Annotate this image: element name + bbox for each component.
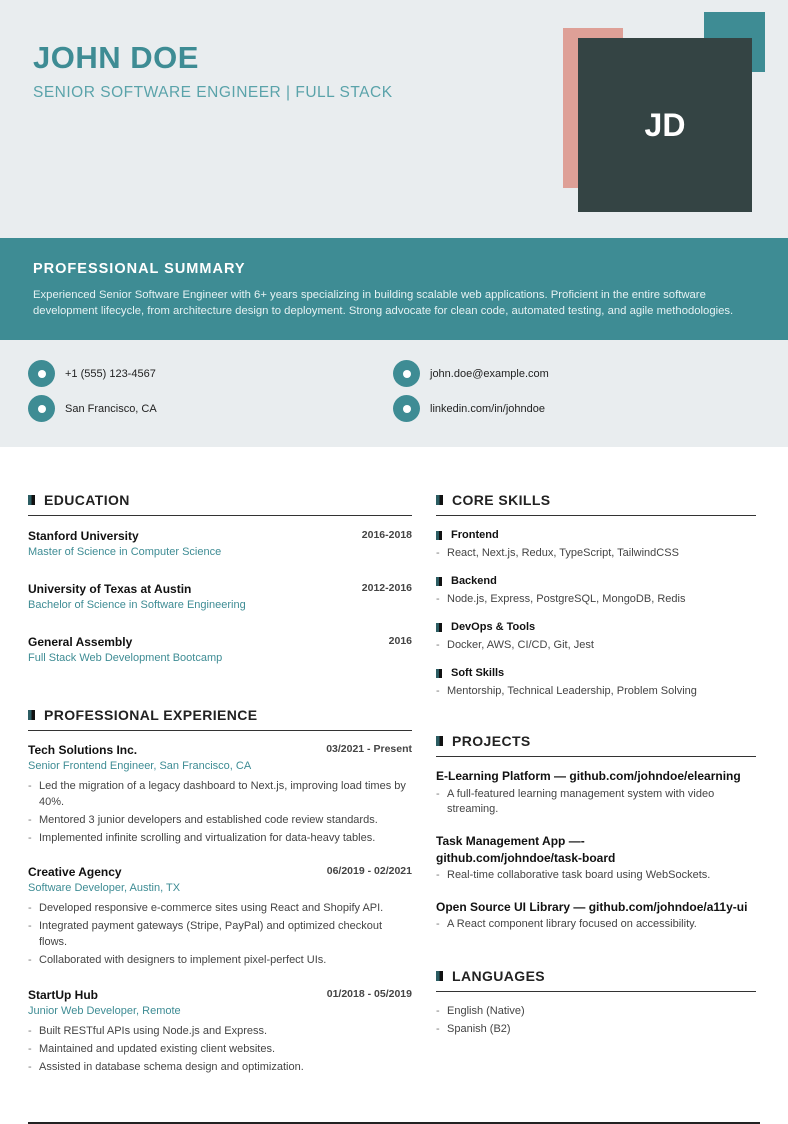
education-dates: 2016 bbox=[388, 635, 412, 647]
education-item bbox=[28, 635, 412, 664]
resume-header bbox=[0, 0, 788, 238]
project-item bbox=[436, 768, 756, 817]
experience-dates: 03/2021 - Present bbox=[326, 743, 412, 755]
linkedin-text[interactable]: linkedin.com/in/johndoe bbox=[430, 402, 545, 415]
company-name: Creative Agency bbox=[28, 865, 122, 879]
skill-category: Frontend bbox=[451, 529, 499, 541]
bullet: - Built RESTful APIs using Node.js and Express. bbox=[28, 1023, 412, 1039]
contact-phone bbox=[28, 360, 156, 387]
experience-bullets bbox=[28, 900, 412, 968]
bullet: - Led the migration of a legacy dashboard to Next.js, improving load times by 40%. bbox=[28, 778, 412, 810]
skill-marker-icon bbox=[436, 531, 442, 540]
degree: Full Stack Web Development Bootcamp bbox=[28, 652, 223, 664]
education-heading bbox=[28, 492, 412, 516]
bullet: - Collaborated with designers to implement pixel-perfect UIs. bbox=[28, 952, 412, 968]
project-item bbox=[436, 899, 756, 930]
skill-marker-icon bbox=[436, 577, 442, 586]
avatar-initials: JD bbox=[644, 106, 686, 143]
project-name: Task Management App bbox=[436, 834, 566, 848]
section-marker-icon bbox=[436, 971, 443, 981]
role: Software Developer, Austin, TX bbox=[28, 882, 181, 894]
school-name: General Assembly bbox=[28, 635, 133, 649]
experience-bullets bbox=[28, 1023, 412, 1075]
languages-title: LANGUAGES bbox=[452, 968, 546, 984]
project-name: Open Source UI Library bbox=[436, 900, 571, 914]
skill-group bbox=[436, 667, 756, 697]
section-marker-icon bbox=[28, 710, 35, 720]
contact-linkedin[interactable] bbox=[393, 395, 545, 422]
phone-text: +1 (555) 123-4567 bbox=[65, 367, 156, 380]
section-marker-icon bbox=[436, 495, 443, 505]
project-item bbox=[436, 833, 736, 881]
experience-title: PROFESSIONAL EXPERIENCE bbox=[44, 707, 258, 723]
language-item: - English (Native) bbox=[436, 1005, 756, 1017]
experience-heading bbox=[28, 707, 412, 731]
language-item: - Spanish (B2) bbox=[436, 1023, 756, 1035]
bullet: - Assisted in database schema design and optimization. bbox=[28, 1059, 412, 1075]
languages-heading bbox=[436, 968, 756, 992]
contact-location bbox=[28, 395, 157, 422]
candidate-name: JOHN DOE bbox=[33, 40, 199, 75]
project-link[interactable]: github.com/johndoe/elearning bbox=[569, 769, 741, 783]
bullet: - Developed responsive e-commerce sites using React and Shopify API. bbox=[28, 900, 412, 916]
location-text: San Francisco, CA bbox=[65, 402, 157, 415]
skill-values: - React, Next.js, Redux, TypeScript, TailwindCSS bbox=[436, 547, 756, 559]
location-icon bbox=[28, 395, 55, 422]
education-item bbox=[28, 529, 412, 558]
summary-section bbox=[0, 238, 788, 340]
projects-heading bbox=[436, 733, 756, 757]
email-text[interactable]: john.doe@example.com bbox=[430, 367, 549, 380]
experience-item bbox=[28, 865, 412, 970]
skill-values: - Node.js, Express, PostgreSQL, MongoDB, Redis bbox=[436, 593, 756, 605]
project-desc: - Real-time collaborative task board using WebSockets. bbox=[436, 869, 736, 881]
degree: Bachelor of Science in Software Engineering bbox=[28, 599, 246, 611]
section-marker-icon bbox=[28, 495, 35, 505]
bullet: - Implemented infinite scrolling and virtualization for data-heavy tables. bbox=[28, 830, 412, 846]
experience-item bbox=[28, 743, 412, 848]
bullet: - Maintained and updated existing client websites. bbox=[28, 1041, 412, 1057]
skill-group bbox=[436, 529, 756, 559]
email-icon bbox=[393, 360, 420, 387]
project-name: E-Learning Platform bbox=[436, 769, 551, 783]
summary-text: Experienced Senior Software Engineer with 6+ years specializing in building scalable web applications. Proficient in the entire software development lifecycle, from architecture design to deployment. Strong advocate for clean code, automated testing, and agile methodologies. bbox=[33, 289, 734, 317]
bullet: - Mentored 3 junior developers and established code review standards. bbox=[28, 812, 412, 828]
role: Junior Web Developer, Remote bbox=[28, 1005, 181, 1017]
skills-heading bbox=[436, 492, 756, 516]
school-name: Stanford University bbox=[28, 529, 139, 543]
company-name: Tech Solutions Inc. bbox=[28, 743, 138, 757]
skill-category: DevOps & Tools bbox=[451, 621, 536, 633]
skill-marker-icon bbox=[436, 623, 442, 632]
skill-group bbox=[436, 575, 756, 605]
bullet: - Integrated payment gateways (Stripe, PayPal) and optimized checkout flows. bbox=[28, 918, 412, 950]
company-name: StartUp Hub bbox=[28, 988, 98, 1002]
skill-category: Soft Skills bbox=[451, 667, 505, 679]
project-desc: - A React component library focused on accessibility. bbox=[436, 918, 756, 930]
education-title: EDUCATION bbox=[44, 492, 130, 508]
school-name: University of Texas at Austin bbox=[28, 582, 192, 596]
skills-title: CORE SKILLS bbox=[452, 492, 551, 508]
candidate-title: SENIOR SOFTWARE ENGINEER | FULL STACK bbox=[33, 84, 393, 101]
project-separator: — bbox=[570, 900, 589, 914]
experience-item bbox=[28, 988, 412, 1077]
project-separator: — bbox=[550, 769, 570, 783]
contact-email[interactable] bbox=[393, 360, 549, 387]
project-link[interactable]: github.com/johndoe/a11y-ui bbox=[588, 900, 748, 914]
skill-marker-icon bbox=[436, 669, 442, 678]
skill-values: - Mentorship, Technical Leadership, Problem Solving bbox=[436, 685, 756, 697]
experience-bullets bbox=[28, 778, 412, 846]
role: Senior Frontend Engineer, San Francisco, CA bbox=[28, 760, 252, 772]
skill-category: Backend bbox=[451, 575, 497, 587]
project-desc: - A full-featured learning management system with video streaming. bbox=[436, 787, 756, 817]
education-item bbox=[28, 582, 412, 611]
linkedin-icon bbox=[393, 395, 420, 422]
project-link[interactable]: github.com/johndoe/task-board bbox=[436, 851, 616, 865]
language-list bbox=[436, 999, 756, 1035]
contact-section bbox=[0, 340, 788, 447]
section-marker-icon bbox=[436, 736, 443, 746]
education-dates: 2012-2016 bbox=[361, 582, 412, 594]
summary-title: PROFESSIONAL SUMMARY bbox=[33, 261, 246, 277]
experience-dates: 06/2019 - 02/2021 bbox=[326, 865, 412, 877]
avatar bbox=[578, 38, 752, 212]
experience-dates: 01/2018 - 05/2019 bbox=[326, 988, 412, 1000]
education-dates: 2016-2018 bbox=[361, 529, 412, 541]
degree: Master of Science in Computer Science bbox=[28, 546, 222, 558]
project-separator: —- bbox=[565, 834, 589, 848]
skill-values: - Docker, AWS, CI/CD, Git, Jest bbox=[436, 639, 756, 651]
skill-group bbox=[436, 621, 756, 651]
phone-icon bbox=[28, 360, 55, 387]
projects-title: PROJECTS bbox=[452, 733, 531, 749]
